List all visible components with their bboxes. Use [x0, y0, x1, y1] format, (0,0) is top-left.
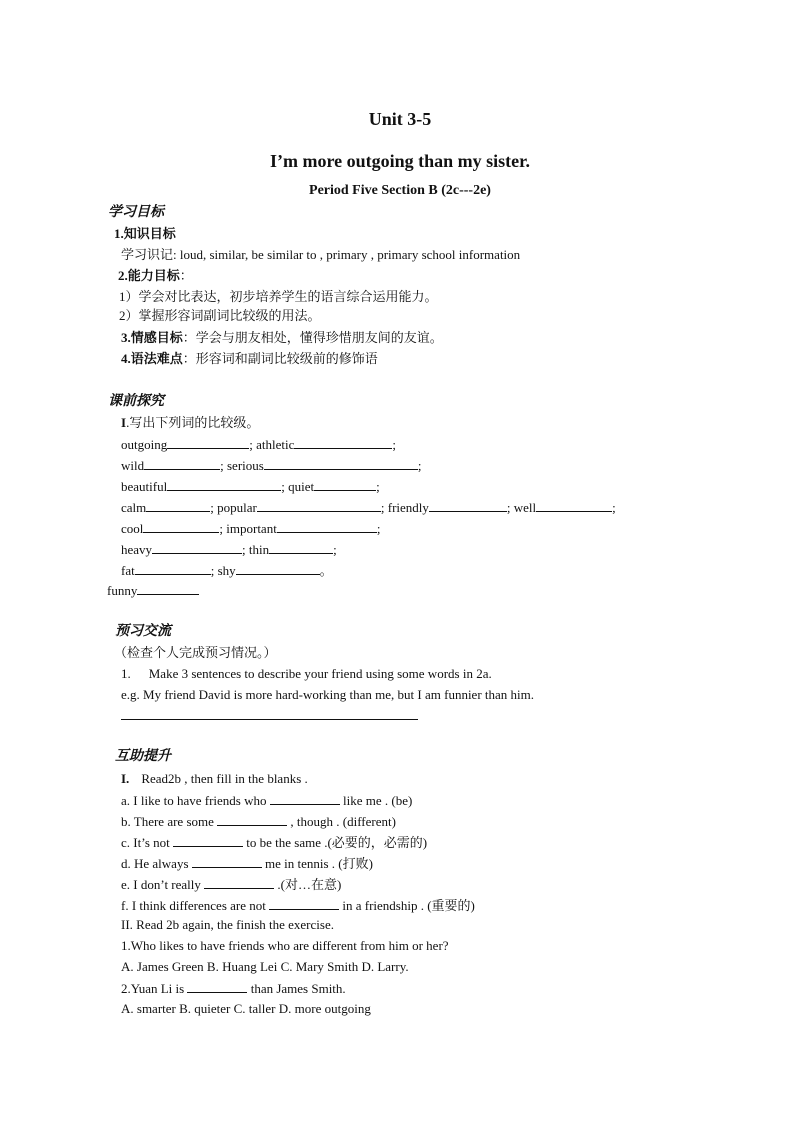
exchange-task-text: Make 3 sentences to describe your friend using some words in 2a.	[148, 666, 492, 681]
word-row	[121, 499, 616, 516]
exchange-example: e.g. My friend David is more hard-working than me, but I am funnier than him.	[121, 687, 535, 702]
word-row	[121, 541, 337, 558]
goals-heading: 学习目标	[108, 205, 164, 220]
answer-blank[interactable]	[314, 478, 376, 491]
answer-blank[interactable]	[217, 813, 287, 826]
word-row	[121, 478, 380, 495]
improve-part2-title: II. Read 2b again, the finish the exercise.	[121, 917, 334, 932]
period-subtitle: Period Five Section B (2c---2e)	[309, 183, 491, 198]
answer-blank[interactable]	[204, 876, 274, 889]
answer-blank[interactable]	[429, 499, 507, 512]
separator: ;	[210, 500, 218, 515]
fill-item-hint: like me . (be)	[339, 793, 413, 808]
answer-blank[interactable]	[173, 834, 243, 847]
fill-item-text: c. It’s not	[121, 835, 173, 850]
word-label: well	[513, 500, 537, 515]
word-label: friendly	[387, 500, 429, 515]
word-label: calm	[121, 500, 147, 515]
unit-title: Unit 3-5	[368, 109, 432, 129]
fill-item-text: a. I like to have friends who	[121, 793, 270, 808]
improve-part1-title: Read2b , then fill in the blanks .	[141, 771, 308, 786]
knowledge-goal-label: 1.知识目标	[114, 226, 176, 241]
fill-item-hint: .(对…在意)	[274, 877, 342, 892]
separator: ;	[281, 479, 289, 494]
ability-goal-2: 2）掌握形容词副词比较级的用法。	[119, 308, 321, 323]
separator: ;	[376, 521, 381, 536]
question-2-start: 2.Yuan Li is	[121, 981, 188, 996]
separator: ;	[380, 500, 388, 515]
ability-goal-label: 2.能力目标	[118, 268, 180, 283]
fill-item-hint: me in tennis . (打败)	[261, 856, 373, 871]
emotion-goal	[121, 330, 443, 346]
fill-item-text: b. There are some	[121, 814, 218, 829]
answer-blank[interactable]	[277, 520, 377, 533]
word-label: funny	[107, 583, 138, 598]
fill-item	[121, 792, 412, 809]
answer-blank[interactable]	[264, 457, 418, 470]
separator: ;	[612, 500, 616, 515]
separator: ;	[219, 521, 227, 536]
word-label: beautiful	[121, 479, 168, 494]
answer-blank[interactable]	[192, 855, 262, 868]
word-row	[121, 457, 421, 474]
answer-blank[interactable]	[269, 897, 339, 910]
question-2	[121, 980, 346, 997]
emotion-goal-label: 3.情感目标	[121, 330, 183, 345]
exchange-task	[121, 666, 492, 682]
word-label: cool	[121, 521, 144, 536]
fill-item-text: d. He always	[121, 856, 192, 871]
separator: ;	[333, 542, 337, 557]
answer-blank[interactable]	[167, 478, 281, 491]
word-label: thin	[248, 542, 270, 557]
exchange-heading: 预习交流	[115, 624, 171, 639]
word-label: wild	[121, 458, 145, 473]
fill-item	[121, 876, 341, 893]
answer-blank[interactable]	[294, 436, 392, 449]
grammar-goal-label: 4.语法难点	[121, 351, 183, 366]
improve-part1-num: I.	[121, 771, 130, 786]
fill-item-text: e. I don’t really	[121, 877, 205, 892]
knowledge-goal-text: 学习识记: loud, similar, be similar to , primary , primary school information	[121, 247, 521, 262]
answer-blank[interactable]	[167, 436, 249, 449]
separator: 。	[319, 563, 333, 578]
preview-instruction-num: I	[121, 415, 127, 430]
emotion-goal-text: ：学会与朋友相处，懂得珍惜朋友间的友谊。	[182, 330, 443, 345]
answer-blank[interactable]	[143, 520, 219, 533]
answer-blank[interactable]	[257, 499, 381, 512]
question-1: 1.Who likes to have friends who are different from him or her?	[121, 938, 449, 953]
word-label: serious	[227, 458, 264, 473]
answer-blank[interactable]	[270, 792, 340, 805]
improve-heading: 互助提升	[115, 749, 171, 764]
lesson-title: I’m more outgoing than my sister.	[270, 151, 530, 171]
separator: ;	[506, 500, 514, 515]
separator: ;	[417, 458, 422, 473]
improve-part1	[121, 771, 308, 787]
fill-item-hint: in a friendship . (重要的)	[339, 898, 475, 913]
answer-blank[interactable]	[146, 499, 210, 512]
separator: ;	[220, 458, 227, 473]
ability-goal-1: 1）学会对比表达，初步培养学生的语言综合运用能力。	[119, 289, 438, 304]
word-label: outgoing	[121, 437, 168, 452]
grammar-goal	[121, 351, 378, 367]
separator: ;	[210, 563, 218, 578]
question-2-end: than James Smith.	[247, 981, 346, 996]
word-row	[121, 436, 396, 453]
question-2-options: A. smarter B. quieter C. taller D. more outgoing	[121, 1001, 371, 1016]
answer-line[interactable]	[121, 719, 418, 720]
exchange-task-num: 1.	[121, 666, 131, 681]
separator: ;	[392, 437, 396, 452]
answer-blank[interactable]	[536, 499, 612, 512]
word-label: fat	[121, 563, 135, 578]
exchange-note: （检查个人完成预习情况。）	[114, 645, 277, 660]
fill-item-hint: , though . (different)	[287, 814, 396, 829]
separator: ;	[242, 542, 249, 557]
word-label: shy	[217, 563, 236, 578]
word-label: quiet	[288, 479, 315, 494]
answer-blank[interactable]	[187, 980, 247, 993]
grammar-goal-text: ：形容词和副词比较级前的修饰语	[182, 351, 378, 366]
fill-item-hint: to be the same .(必要的，必需的)	[243, 835, 428, 850]
answer-blank[interactable]	[236, 562, 320, 575]
separator: ;	[376, 479, 380, 494]
word-label: important	[226, 521, 277, 536]
word-label: heavy	[121, 542, 153, 557]
answer-blank[interactable]	[144, 457, 220, 470]
word-row	[121, 562, 333, 579]
fill-item	[121, 855, 373, 872]
answer-blank[interactable]	[137, 582, 199, 595]
answer-blank[interactable]	[152, 541, 242, 554]
fill-item	[121, 834, 427, 851]
fill-item	[121, 897, 475, 914]
preview-heading: 课前探究	[108, 394, 164, 409]
answer-blank[interactable]	[269, 541, 333, 554]
word-item-funny	[107, 582, 199, 599]
word-label: athletic	[256, 437, 295, 452]
fill-item-text: f. I think differences are not	[121, 898, 270, 913]
preview-instruction-text: .写出下列词的比较级。	[126, 415, 260, 430]
fill-item	[121, 813, 396, 830]
ability-goal	[118, 268, 193, 284]
word-label: popular	[217, 500, 257, 515]
separator: ;	[249, 437, 257, 452]
question-1-options: A. James Green B. Huang Lei C. Mary Smith D. Larry.	[121, 959, 409, 974]
word-row	[121, 520, 380, 537]
answer-blank[interactable]	[135, 562, 211, 575]
ability-goal-colon: ：	[179, 268, 193, 283]
preview-instruction	[121, 415, 259, 431]
